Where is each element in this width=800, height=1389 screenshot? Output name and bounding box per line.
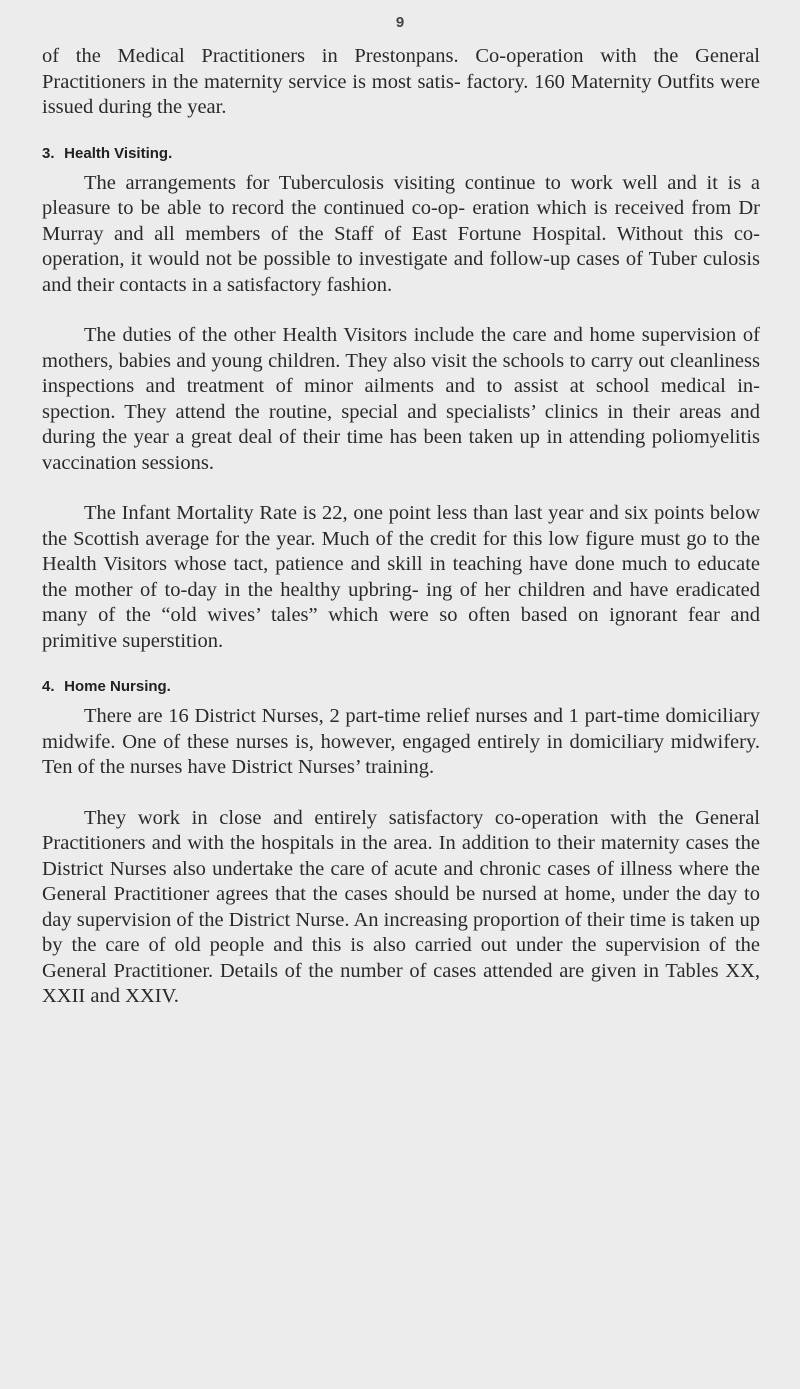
section-title: Health Visiting.: [64, 144, 173, 162]
page-body: [42, 44, 760, 1010]
section-heading-home-nursing: [42, 677, 760, 697]
paragraph-tuberculosis-visiting: The arrangements for Tuberculosis visiting continue to work well and it is a pleasure to be able to record the continued co-op- eration which is received from Dr Murray and all members of the Staff of East Fortune Hospital. Without this co-operation, it would not be possible to investigate and follow-up cases of Tuber culosis and their contacts in a satisfactory fashion.: [42, 171, 760, 296]
paragraph-gap: [42, 781, 760, 806]
section-number: 4.: [42, 678, 55, 695]
section-heading-health-visiting: [42, 144, 760, 164]
paragraph-health-visitor-duties: The duties of the other Health Visitors include the care and home supervision of mothers, babies and young children. They also visit the schools to carry out cleanliness inspections and treatment of minor ailments and to assist at school medical in- spection. They attend the routine, special and specialists’ clinics in their areas and during the year a great deal of their time has been taken up in attending poliomyelitis vaccination sessions.: [42, 324, 760, 474]
section-number: 3.: [42, 144, 55, 162]
section-title: Home Nursing.: [64, 678, 171, 695]
paragraph-infant-mortality: The Infant Mortality Rate is 22, one point less than last year and six points below the Scottish average for the year. Much of the credit for this low figure must go to the Health Visitors whose tact, patience and skill in teaching have done much to educate the mother of to-day in the healthy upbring- ing of her children and have eradicated many of the “old wives’ tales” which were so often based on ignorant fear and primitive superstition.: [42, 502, 760, 652]
page-number: 9: [395, 14, 405, 31]
paragraph-gap: [42, 298, 760, 323]
paragraph-gap: [42, 476, 760, 501]
paragraph-cooperation: They work in close and entirely satisfactory co-operation with the General Practitioners and with the hospitals in the area. In addition to their maternity cases the District Nurses also undertake the care of acute and chronic cases of illness where the General Practitioner agrees that the cases should be nursed at home, under the day to day supervision of the District Nurse. An increasing proportion of their time is taken up by the care of old people and this is also carried out under the supervision of the General Practitioner. Details of the number of cases attended are given in Tables XX, XXII and XXIV.: [42, 806, 760, 1007]
paragraph-district-nurses: There are 16 District Nurses, 2 part-time relief nurses and 1 part-time domiciliary midwife. One of these nurses is, however, engaged entirely in domiciliary midwifery. Ten of the nurses have District Nurses’ training.: [42, 705, 760, 778]
intro-paragraph: of the Medical Practitioners in Prestonpans. Co-operation with the General Practitioners in the maternity service is most satis- factory. 160 Maternity Outfits were issued during the year.: [42, 45, 760, 118]
